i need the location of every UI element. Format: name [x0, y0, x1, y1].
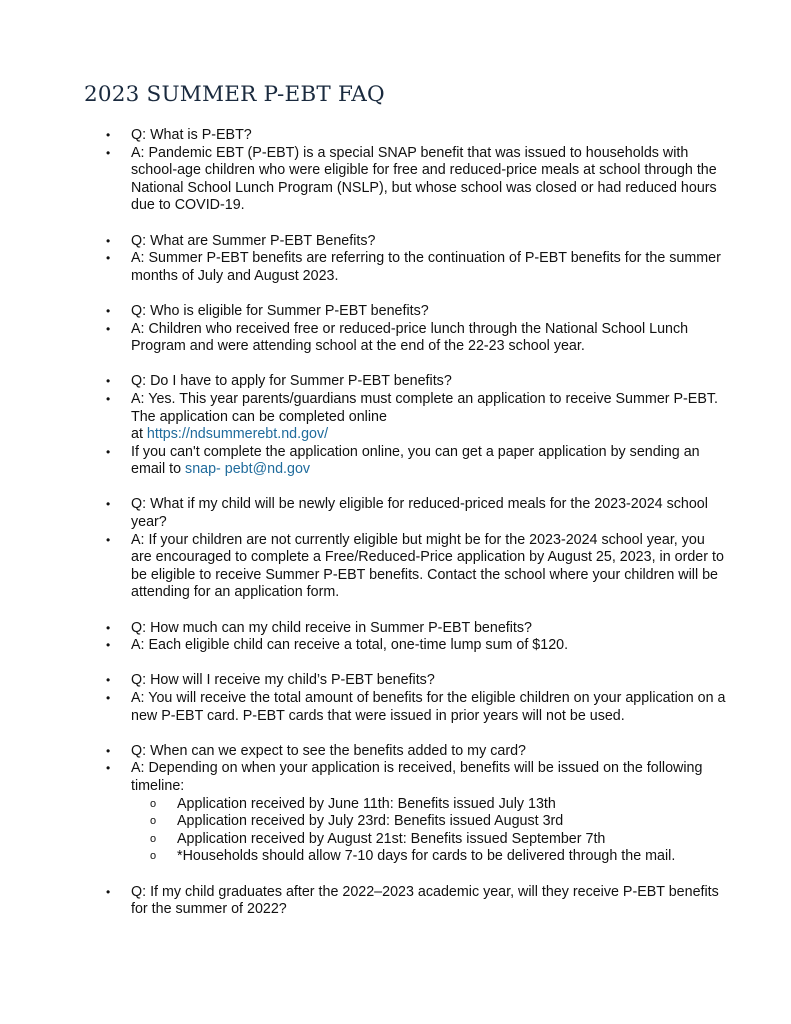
email-link[interactable]: snap- pebt@nd.gov: [185, 461, 311, 478]
question-text: Q: What are Summer P-EBT Benefits?: [131, 232, 376, 249]
faq-item-amount: [106, 620, 726, 655]
bullet-icon: •: [106, 251, 111, 266]
timeline-text: Application received by August 21st: Benefits issued September 7th: [177, 830, 606, 847]
bullet-icon: •: [106, 391, 111, 406]
question-text: Q: Do I have to apply for Summer P-EBT benefits?: [131, 373, 452, 390]
faq-question: [106, 127, 726, 145]
faq-item-timeline: [106, 743, 726, 866]
faq-list: [106, 127, 726, 936]
bullet-icon: •: [106, 691, 111, 705]
question-text: Q: Who is eligible for Summer P-EBT benefits?: [131, 302, 429, 319]
answer-text: A: Each eligible child can receive a total, one-time lump sum of $120.: [131, 637, 569, 654]
circle-bullet-icon: o: [150, 850, 157, 863]
answer-text: A: Summer P-EBT benefits are referring to the continuation of P-EBT benefits for the summer months of July and August 2023.: [131, 250, 721, 284]
faq-question: [106, 672, 726, 690]
bullet-icon: •: [106, 374, 111, 389]
question-text: Q: If my child graduates after the 2022–2023 academic year, will they receive P-EBT benefits for the summer of 2022?: [131, 883, 719, 918]
faq-question: [106, 303, 726, 321]
timeline-item: [106, 813, 726, 831]
faq-answer: [106, 250, 726, 285]
faq-question: [106, 233, 726, 251]
faq-answer: [106, 690, 726, 725]
bullet-icon: •: [106, 638, 111, 653]
bullet-icon: •: [106, 884, 111, 899]
timeline-item: [106, 848, 726, 866]
faq-answer-paper: [106, 444, 726, 479]
faq-answer: [106, 391, 726, 444]
timeline-text: Application received by June 11th: Benefits issued July 13th: [177, 795, 556, 812]
answer-text: A: Yes. This year parents/guardians must complete an application to receive Summer P-EBT. The application can be completed online: [131, 390, 718, 425]
bullet-icon: •: [106, 673, 111, 688]
faq-item-what-is-pebt: [106, 127, 726, 215]
circle-bullet-icon: o: [150, 815, 157, 828]
timeline-item: [106, 831, 726, 849]
answer-text: A: Pandemic EBT (P-EBT) is a special SNAP benefit that was issued to households with school-age children who were eligible for free and reduced-price meals at school through the National School Lunch Program (NSLP), but whose school was closed or had reduced hours due to COVID-19.: [131, 144, 717, 214]
faq-answer: [106, 145, 726, 215]
bullet-icon: •: [106, 620, 111, 635]
circle-bullet-icon: o: [150, 832, 157, 845]
question-text: Q: When can we expect to see the benefits added to my card?: [131, 742, 526, 759]
faq-question: [106, 884, 726, 919]
timeline-text: Application received by July 23rd: Benefits issued August 3rd: [177, 813, 564, 830]
faq-question: [106, 373, 726, 391]
faq-answer: [106, 532, 726, 602]
answer-text: A: You will receive the total amount of benefits for the eligible children on your application on a new P-EBT card. P-EBT cards that were issued in prior years will not be used.: [131, 690, 726, 724]
bullet-icon: •: [106, 145, 111, 160]
bullet-icon: •: [106, 532, 111, 547]
faq-item-graduates: [106, 884, 726, 919]
question-text: Q: How will I receive my child’s P-EBT benefits?: [131, 672, 435, 689]
timeline-text: *Households should allow 7-10 days for cards to be delivered through the mail.: [177, 848, 676, 865]
answer-text: A: Children who received free or reduced-price lunch through the National School Lunch Program and were attending school at the end of the 22-23 school year.: [131, 320, 689, 355]
bullet-icon: •: [106, 303, 111, 318]
faq-item-receive: [106, 672, 726, 725]
question-text: Q: What is P-EBT?: [131, 127, 252, 143]
page-title: 2023 SUMMER P-EBT FAQ: [84, 82, 385, 107]
bullet-icon: •: [106, 321, 111, 336]
bullet-icon: •: [106, 128, 111, 142]
paper-application-text: If you can't complete the application online, you can get a paper application by sending an email to: [131, 443, 700, 478]
timeline-item: [106, 796, 726, 814]
faq-answer: [106, 760, 726, 795]
faq-question: [106, 496, 726, 531]
application-link[interactable]: https://ndsummerebt.nd.gov/: [146, 426, 329, 443]
faq-question: [106, 743, 726, 761]
faq-item-summer-benefits: [106, 233, 726, 286]
question-text: Q: How much can my child receive in Summer P-EBT benefits?: [131, 619, 532, 636]
answer-at-text: at: [131, 426, 147, 443]
bullet-icon: •: [106, 743, 111, 758]
faq-question: [106, 620, 726, 638]
bullet-icon: •: [106, 233, 111, 248]
question-text: Q: What if my child will be newly eligible for reduced-priced meals for the 2023-2024 school year?: [131, 496, 708, 531]
faq-item-apply: [106, 373, 726, 479]
bullet-icon: •: [106, 444, 111, 459]
answer-text: A: If your children are not currently eligible but might be for the 2023-2024 school year, you are encouraged to complete a Free/Reduced-Price application by August 25, 2023, in order to be eligible to receive Summer P-EBT benefits. Contact the school where your children will be attending for an application form.: [131, 531, 724, 601]
bullet-icon: •: [106, 497, 111, 512]
faq-item-newly-eligible: [106, 496, 726, 602]
faq-item-eligibility: [106, 303, 726, 356]
faq-answer: [106, 637, 726, 655]
circle-bullet-icon: o: [150, 797, 157, 810]
answer-text: A: Depending on when your application is received, benefits will be issued on the following timeline:: [131, 760, 703, 794]
faq-answer: [106, 321, 726, 356]
bullet-icon: •: [106, 761, 111, 776]
